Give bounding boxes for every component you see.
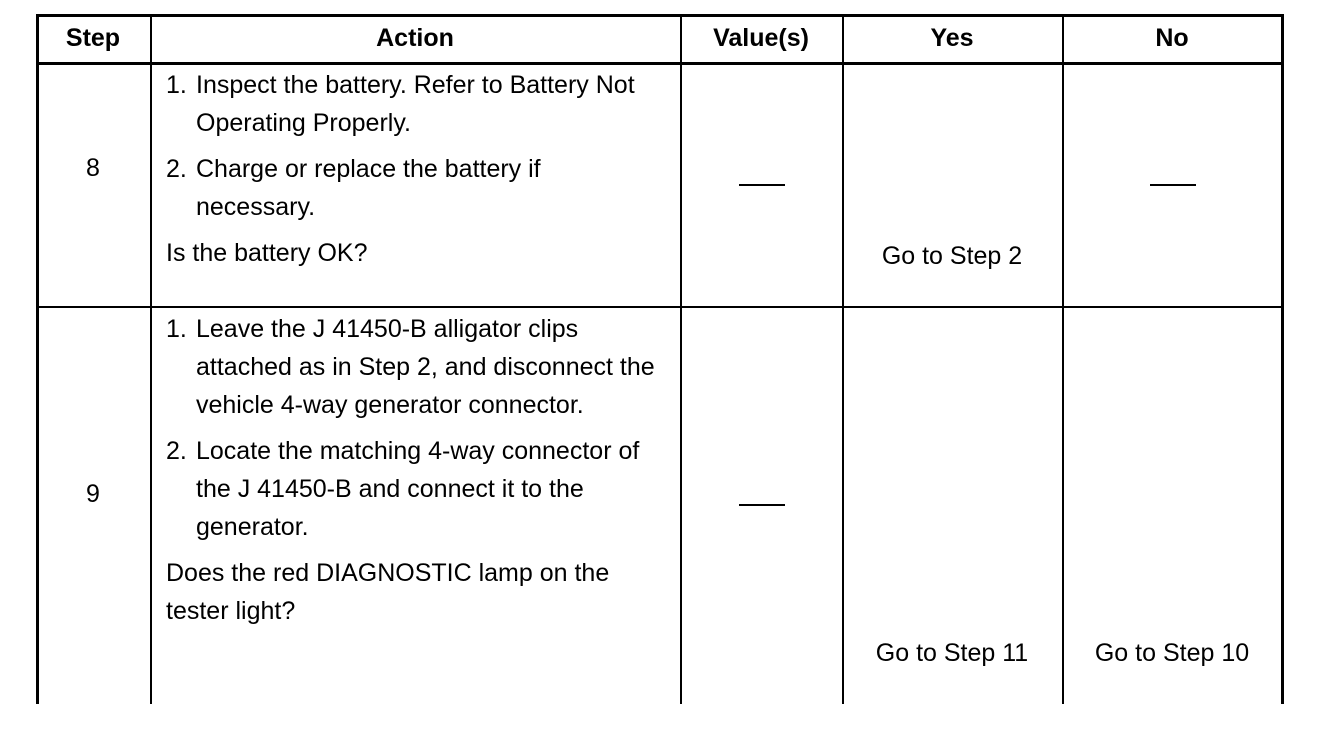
yes-outcome: Go to Step 11 <box>875 639 1029 667</box>
no-outcome: Go to Step 10 <box>1094 639 1250 667</box>
header-action: Action <box>376 24 454 52</box>
table-border-right <box>1281 14 1284 704</box>
action-item <box>166 66 666 142</box>
action-question: Is the battery OK? <box>166 239 368 267</box>
yes-outcome: Go to Step 2 <box>881 242 1023 270</box>
header-no: No <box>1155 24 1189 52</box>
action-item <box>166 150 666 226</box>
header-yes: Yes <box>930 24 974 52</box>
action-question: Does the red DIAGNOSTIC lamp on the tester light? <box>166 559 610 625</box>
step-number: 8 <box>86 154 100 182</box>
action-item <box>166 310 666 424</box>
row-divider <box>36 306 1284 308</box>
table-border-left <box>36 14 39 704</box>
header-divider <box>36 62 1284 65</box>
action-item-number: 2. <box>166 155 187 183</box>
action-item-text: Leave the J 41450-B alligator clips attached as in Step 2, and disconnect the vehicle 4-way generator connector. <box>196 315 655 419</box>
value-dash <box>739 184 785 186</box>
col-divider-yes <box>1062 14 1064 704</box>
action-cell <box>166 66 666 272</box>
value-dash <box>739 504 785 506</box>
action-item-number: 1. <box>166 315 187 343</box>
step-number: 9 <box>86 480 100 508</box>
no-dash <box>1150 184 1196 186</box>
action-item <box>166 432 666 546</box>
col-divider-action <box>680 14 682 704</box>
diagnostic-table <box>36 14 1284 704</box>
action-item-number: 2. <box>166 437 187 465</box>
header-values: Value(s) <box>713 24 809 52</box>
header-step: Step <box>65 24 121 52</box>
action-item-number: 1. <box>166 71 187 99</box>
action-item-text: Charge or replace the battery if necessary. <box>196 155 541 221</box>
action-cell <box>166 310 666 630</box>
col-divider-step <box>150 14 152 704</box>
action-item-text: Locate the matching 4-way connector of the J 41450-B and connect it to the generator. <box>196 437 640 541</box>
col-divider-values <box>842 14 844 704</box>
action-item-text: Inspect the battery. Refer to Battery Not Operating Properly. <box>196 71 635 137</box>
